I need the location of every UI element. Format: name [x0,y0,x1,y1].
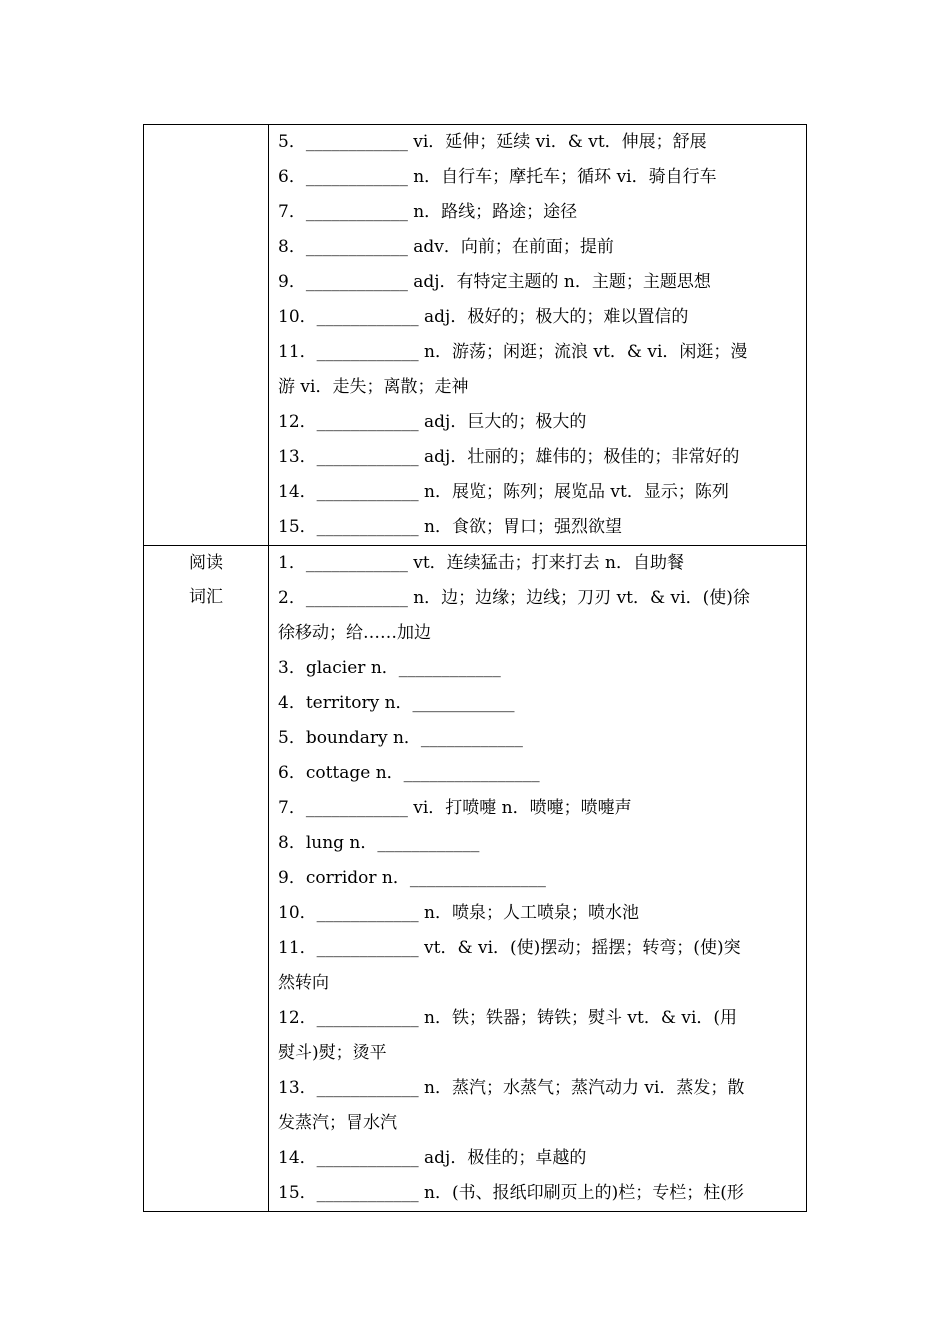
list-item: 15．____________ n．食欲；胃口；强烈欲望 [278,517,622,537]
list-item: 12．____________ adj．巨大的；极大的 [278,412,587,432]
list-item: 熨斗)熨；烫平 [278,1043,387,1063]
list-item: 5．boundary n．____________ [278,728,523,748]
list-item: 13．____________ adj．壮丽的；雄伟的；极佳的；非常好的 [278,447,740,467]
section-label-cell [144,546,269,1212]
list-item: 12．____________ n．铁；铁器；铸铁；熨斗 vt．& vi．(用 [278,1008,738,1028]
table-row [144,125,807,546]
list-item: 13．____________ n．蒸汽；水蒸气；蒸汽动力 vi．蒸发；散 [278,1078,745,1098]
list-item: 5．____________ vi．延伸；延续 vi．& vt．伸展；舒展 [278,132,707,152]
list-item: 6．cottage n．________________ [278,763,540,783]
list-item: 然转向 [278,973,329,993]
list-item: 8．lung n．____________ [278,833,480,853]
list-item: 9．corridor n．________________ [278,868,546,888]
list-item: 11．____________ vt．& vi．(使)摆动；摇摆；转弯；(使)突 [278,938,741,958]
list-item: 7．____________ vi．打喷嚏 n．喷嚏；喷嚏声 [278,798,632,818]
list-item: 游 vi．走失；离散；走神 [278,377,469,397]
section-label: 阅读 [189,553,223,573]
list-item: 14．____________ n．展览；陈列；展览品 vt．显示；陈列 [278,482,729,502]
section-label-cell [144,125,269,546]
list-item: 11．____________ n．游荡；闲逛；流浪 vt．& vi．闲逛；漫 [278,342,748,362]
table-row [144,546,807,1212]
list-item: 徐移动；给……加边 [278,623,431,643]
list-item: 9．____________ adj．有特定主题的 n．主题；主题思想 [278,272,711,292]
list-item: 14．____________ adj．极佳的；卓越的 [278,1148,587,1168]
list-item: 7．____________ n．路线；路途；途径 [278,202,578,222]
list-item: 1．____________ vt．连续猛击；打来打去 n．自助餐 [278,553,685,573]
vocabulary-table [143,124,807,1212]
list-item: 8．____________ adv．向前；在前面；提前 [278,237,614,257]
list-item: 2．____________ n．边；边缘；边线；刀刃 vt．& vi．(使)徐 [278,588,750,608]
list-item: 3．glacier n．____________ [278,658,501,678]
list-item: 10．____________ adj．极好的；极大的；难以置信的 [278,307,689,327]
list-item: 发蒸汽；冒水汽 [278,1113,397,1133]
section-lines-cell [269,546,807,1212]
list-item: 6．____________ n．自行车；摩托车；循环 vi．骑自行车 [278,167,717,187]
section-label: 词汇 [189,587,223,607]
list-item: 10．____________ n．喷泉；人工喷泉；喷水池 [278,903,639,923]
list-item: 15．____________ n．(书、报纸印刷页上的)栏；专栏；柱(形 [278,1183,744,1203]
section-lines-cell [269,125,807,546]
list-item: 4．territory n．____________ [278,693,515,713]
